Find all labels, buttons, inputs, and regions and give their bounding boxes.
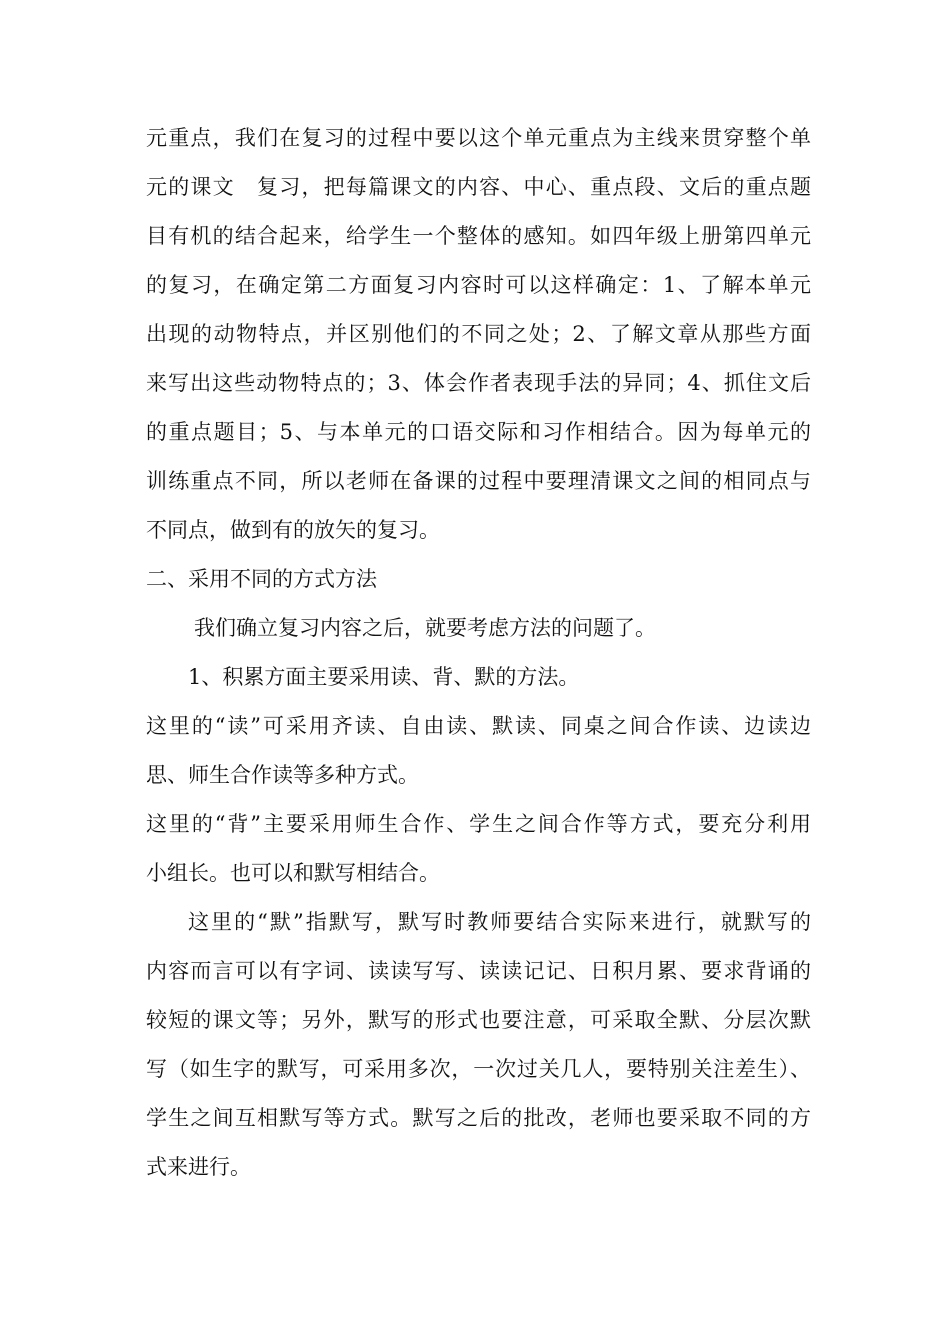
- text-line: 这里的“默”指默写，默写时教师要结合实际来进行，就默写的: [188, 910, 811, 934]
- text-line: 元的课文 复习，把每篇课文的内容、中心、重点段、文后的重点题: [146, 175, 811, 199]
- text-line: 写（如生字的默写，可采用多次，一次过关几人，要特别关注差生）、: [146, 1057, 811, 1081]
- text-line: 的重点题目；5、与本单元的口语交际和习作相结合。因为每单元的: [146, 420, 811, 444]
- text-line: 出现的动物特点，并区别他们的不同之处；2、了解文章从那些方面: [146, 322, 811, 346]
- text-line: 目有机的结合起来，给学生一个整体的感知。如四年级上册第四单元: [146, 224, 811, 248]
- section-heading: 二、采用不同的方式方法: [146, 567, 377, 591]
- text-line: 式来进行。: [146, 1155, 251, 1179]
- text-line: 我们确立复习内容之后，就要考虑方法的问题了。: [194, 616, 656, 640]
- subsection-heading: 1、积累方面主要采用读、背、默的方法。: [188, 665, 580, 689]
- text-line: 较短的课文等；另外，默写的形式也要注意，可采取全默、分层次默: [146, 1008, 811, 1032]
- text-line: 元重点，我们在复习的过程中要以这个单元重点为主线来贯穿整个单: [146, 126, 811, 150]
- text-line: 不同点，做到有的放矢的复习。: [146, 518, 440, 542]
- body-text: [146, 114, 811, 1192]
- text-line: 学生之间互相默写等方式。默写之后的批改，老师也要采取不同的方: [146, 1106, 811, 1130]
- text-line: 这里的“读”可采用齐读、自由读、默读、同桌之间合作读、边读边: [146, 714, 811, 738]
- text-line: 内容而言可以有字词、读读写写、读读记记、日积月累、要求背诵的: [146, 959, 811, 983]
- text-line: 思、师生合作读等多种方式。: [146, 763, 419, 787]
- text-line: 这里的“背”主要采用师生合作、学生之间合作等方式，要充分利用: [146, 812, 811, 836]
- text-line: 训练重点不同，所以老师在备课的过程中要理清课文之间的相同点与: [146, 469, 811, 493]
- text-line: 的复习，在确定第二方面复习内容时可以这样确定：1、了解本单元: [146, 273, 811, 297]
- text-line: 来写出这些动物特点的；3、体会作者表现手法的异同；4、抓住文后: [146, 371, 811, 395]
- text-line: 小组长。也可以和默写相结合。: [146, 861, 440, 885]
